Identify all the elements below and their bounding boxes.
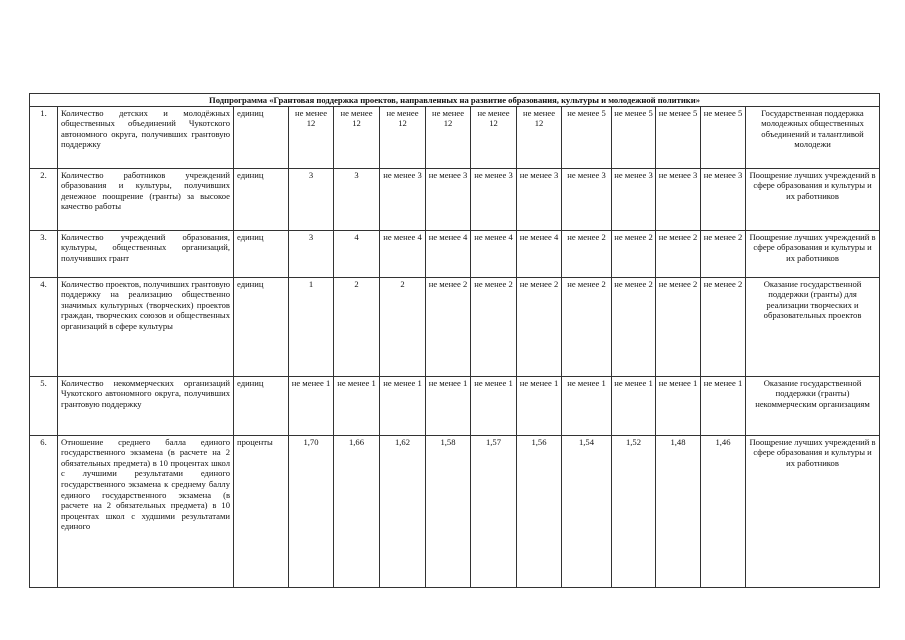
value-cell: не менее 1 [334,376,380,435]
value-cell: не менее 1 [426,376,471,435]
value-cell: не менее 2 [612,230,656,277]
value-cell: 3 [334,168,380,230]
value-cell: не менее 2 [562,230,612,277]
value-cell: 1 [289,277,334,376]
action-cell: Государственная поддержка молодежных общественных объединений и талантливой молодежи [746,106,880,168]
indicator-cell: Количество детских и молодёжных общественных объединений Чукотского автономного округа, получивших грантовую поддержку [58,106,234,168]
value-cell: не менее 12 [334,106,380,168]
cell-content: Отношение среднего балла единого государственного экзамена (в расчете на 2 обязательных предмета) в 10 процентах школ с лучшими результатами единого государственного экзамена к среднему баллу единого государственного экзамена (в расчете на 2 обязательных предмета) в 10 процентах школ с худшими результатами единого [61,436,230,532]
cell-content: 1,70 [303,436,319,447]
value-cell [656,435,701,587]
unit-cell: единиц [234,168,289,230]
action-cell: Поощрение лучших учреждений в сфере образования и культуры и их работников [746,230,880,277]
value-cell: не менее 5 [612,106,656,168]
value-cell: не менее 2 [656,277,701,376]
unit-cell [234,435,289,587]
value-cell: 3 [289,168,334,230]
value-cell: не менее 3 [701,168,746,230]
cell-content: 1,48 [670,436,686,447]
table-row [30,376,880,435]
value-cell: не менее 3 [380,168,426,230]
cell-content: 1,54 [578,436,595,447]
value-cell: не менее 4 [426,230,471,277]
value-cell: не менее 5 [562,106,612,168]
row-number [30,435,58,587]
value-cell: 2 [380,277,426,376]
value-cell [701,435,746,587]
value-cell: 4 [334,230,380,277]
row-number: 5. [30,376,58,435]
cell-content: проценты [237,436,273,447]
value-cell [562,435,612,587]
value-cell [471,435,517,587]
value-cell: не менее 1 [517,376,562,435]
cell-content: 1,52 [625,436,642,447]
row-number: 2. [30,168,58,230]
value-cell: не менее 12 [517,106,562,168]
value-cell: не менее 3 [517,168,562,230]
value-cell: не менее 1 [380,376,426,435]
indicator-cell: Количество работников учреждений образования и культуры, получивших денежное поощрение (гранты) за высокое качество работы [58,168,234,230]
table-row [30,435,880,587]
value-cell: не менее 12 [471,106,517,168]
value-cell [426,435,471,587]
row-number: 1. [30,106,58,168]
value-cell [289,435,334,587]
value-cell: не менее 5 [656,106,701,168]
value-cell: не менее 2 [612,277,656,376]
table-row [30,106,880,168]
value-cell [517,435,562,587]
value-cell: не менее 4 [471,230,517,277]
table-row [30,277,880,376]
value-cell: не менее 2 [701,230,746,277]
subprogram-title: Подпрограмма «Грантовая поддержка проектов, направленных на развитие образования, культуры и молодежной политики» [30,94,880,107]
table-row [30,168,880,230]
value-cell: не менее 4 [517,230,562,277]
row-number: 4. [30,277,58,376]
cell-content: 1,57 [485,436,502,447]
value-cell: не менее 1 [701,376,746,435]
value-cell: 3 [289,230,334,277]
value-cell [380,435,426,587]
action-cell: Оказание государственной поддержки (гранты) некоммерческим организациям [746,376,880,435]
value-cell: не менее 2 [471,277,517,376]
indicator-cell: Количество учреждений образования, культуры, общественных организаций, получивших грант [58,230,234,277]
cell-content: 1,56 [531,436,547,447]
unit-cell: единиц [234,106,289,168]
value-cell: не менее 3 [656,168,701,230]
indicator-cell: Количество проектов, получивших грантовую поддержку на реализацию общественно значимых культурных (творческих) проектов граждан, творческих союзов и общественных организаций в сфере культуры [58,277,234,376]
value-cell: не менее 1 [562,376,612,435]
value-cell: не менее 12 [380,106,426,168]
value-cell: не менее 12 [426,106,471,168]
value-cell: не менее 5 [701,106,746,168]
value-cell: не менее 3 [562,168,612,230]
unit-cell: единиц [234,230,289,277]
value-cell: не менее 2 [426,277,471,376]
value-cell: не менее 1 [656,376,701,435]
value-cell: не менее 2 [701,277,746,376]
value-cell: не менее 2 [656,230,701,277]
cell-content: 1,62 [394,436,411,447]
value-cell: не менее 1 [612,376,656,435]
action-cell: Поощрение лучших учреждений в сфере образования и культуры и их работников [746,168,880,230]
subprogram-header-row [30,94,880,107]
value-cell [612,435,656,587]
value-cell: не менее 1 [289,376,334,435]
table-row [30,230,880,277]
value-cell: не менее 2 [562,277,612,376]
cell-content: 1,66 [348,436,365,447]
value-cell: не менее 3 [426,168,471,230]
row-number: 3. [30,230,58,277]
value-cell: не менее 1 [471,376,517,435]
cell-content: 6. [40,436,47,447]
action-cell [746,435,880,587]
action-cell: Оказание государственной поддержки (гранты) для реализации творческих и образовательных проектов [746,277,880,376]
cell-content: 1,46 [715,436,731,447]
cell-content: Поощрение лучших учреждений в сфере образования и культуры и их работников [749,436,876,468]
unit-cell: единиц [234,277,289,376]
value-cell: 2 [334,277,380,376]
indicators-table [29,93,880,588]
value-cell: не менее 3 [612,168,656,230]
value-cell: не менее 4 [380,230,426,277]
value-cell: не менее 2 [517,277,562,376]
indicator-cell [58,435,234,587]
indicator-cell: Количество некоммерческих организаций Чукотского автономного округа, получивших грантовую поддержку [58,376,234,435]
unit-cell: единиц [234,376,289,435]
cell-content: 1,58 [440,436,456,447]
value-cell [334,435,380,587]
value-cell: не менее 3 [471,168,517,230]
value-cell: не менее 12 [289,106,334,168]
